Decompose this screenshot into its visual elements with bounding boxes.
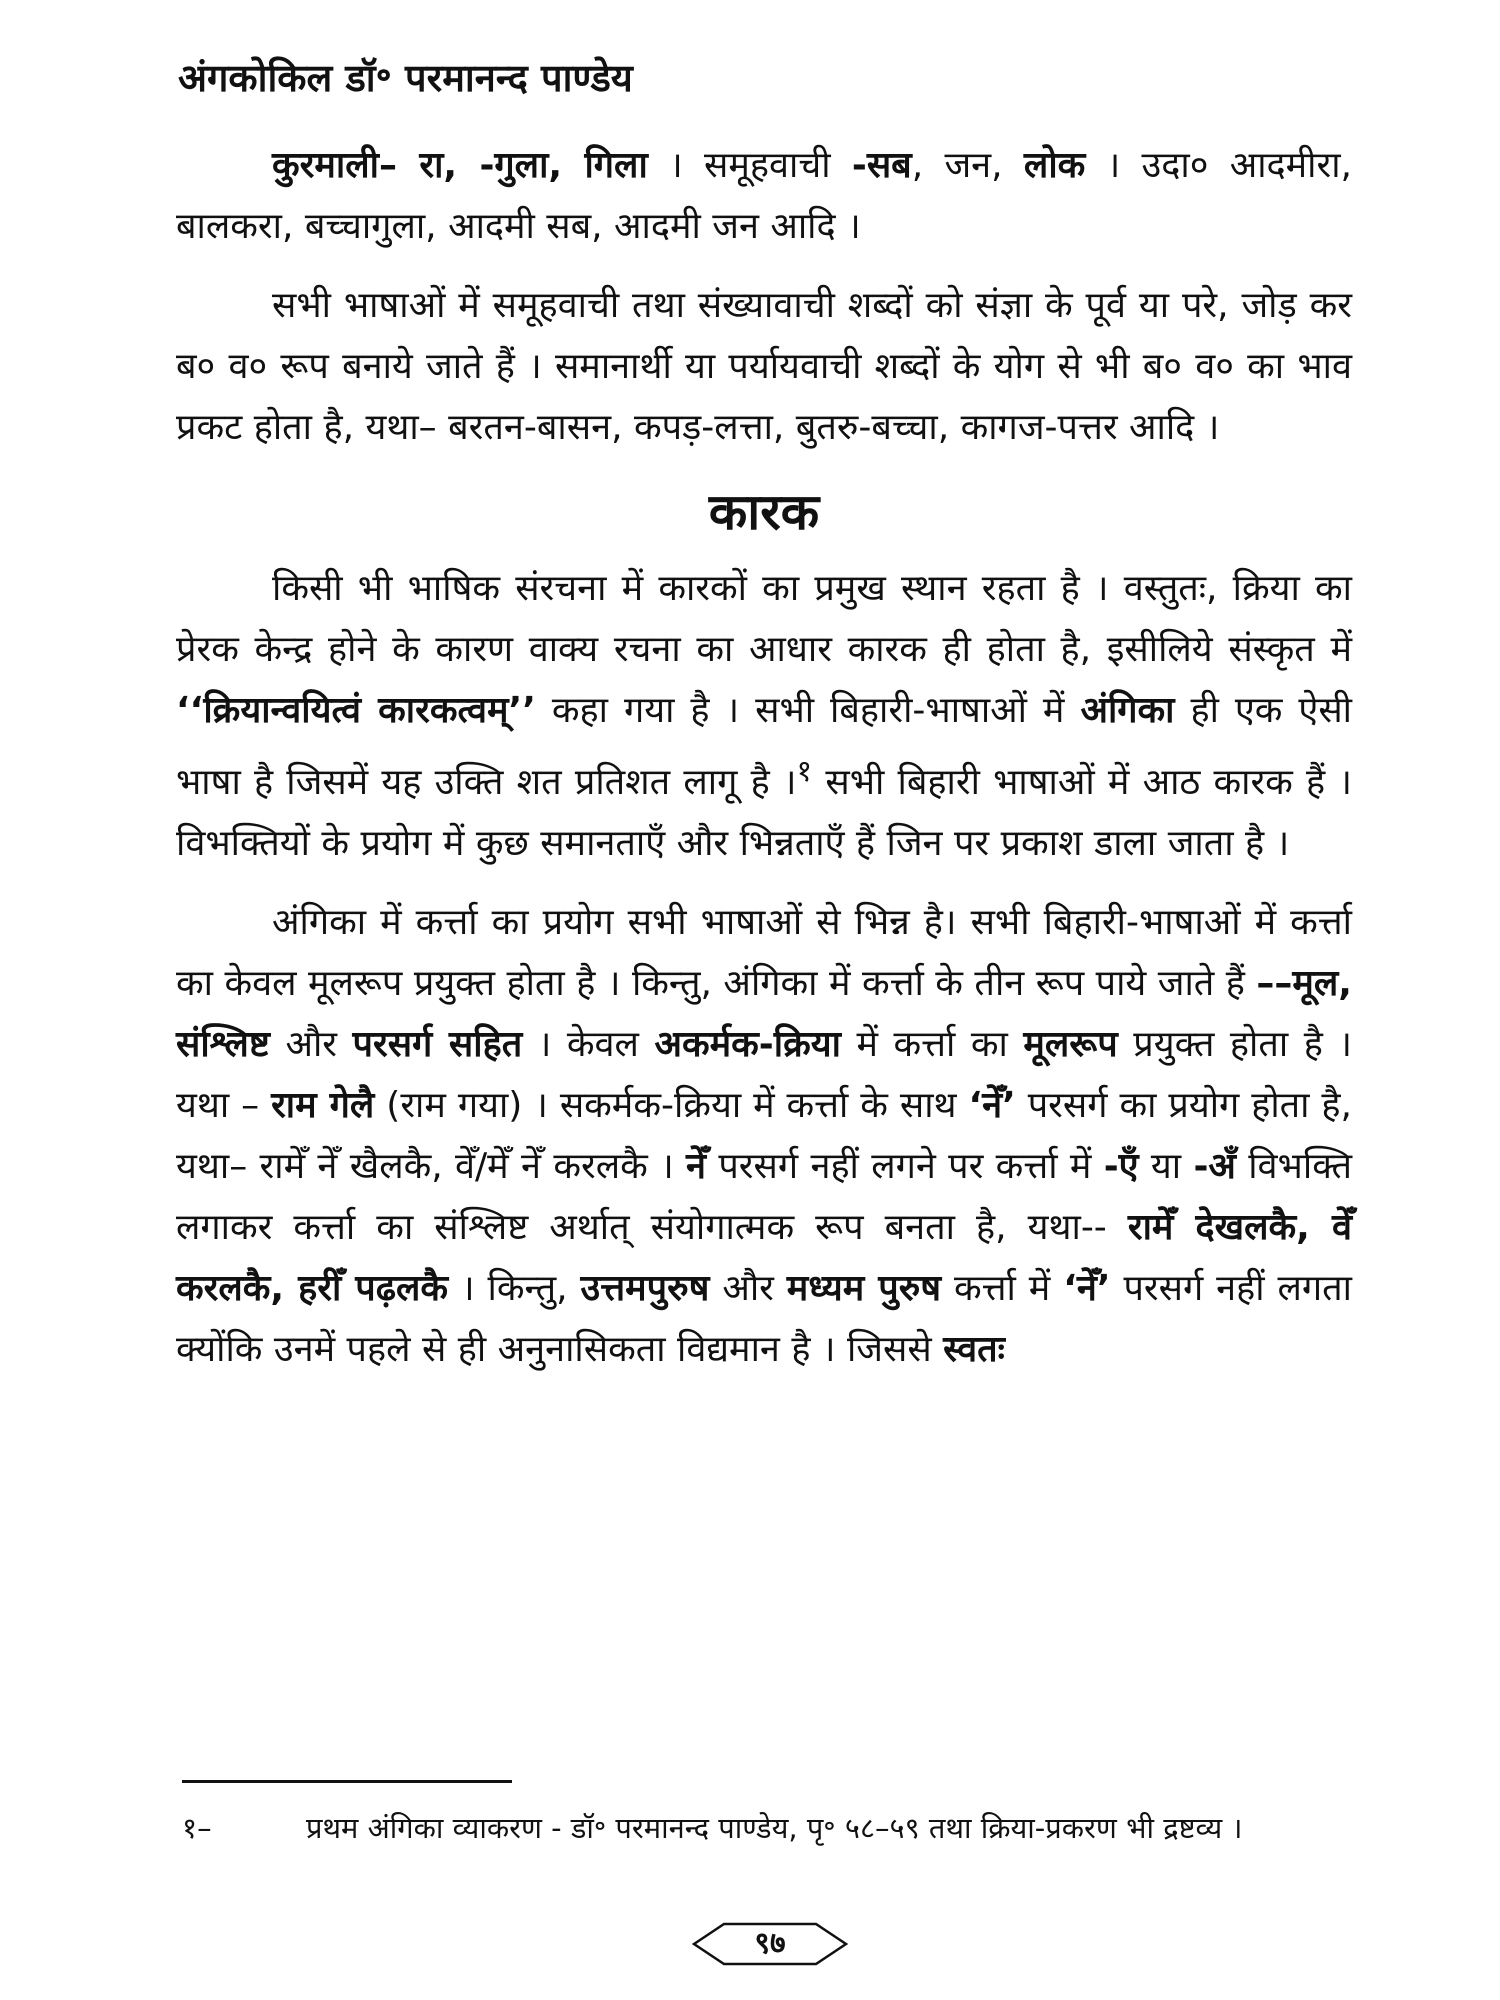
page-body [176, 135, 1352, 1380]
footnote-ref[interactable]: १ [796, 754, 813, 789]
page-number [690, 1918, 850, 1970]
running-head: अंगकोकिल डॉ॰ परमानन्द पाण्डेय [178, 56, 633, 100]
paragraph-kurmali: कुरमाली– रा, -गुला, गिला । समूहवाची -सब, जन, लोक । उदा० आदमीरा, बालकरा, बच्चागुला, आदमी सब, आदमी जन आदि । [176, 145, 1352, 247]
paragraph-karak-intro: किसी भी भाषिक संरचना में कारकों का प्रमुख स्थान रहता है । वस्तुतः, क्रिया का प्रेरक केन्द्र होने के कारण वाक्य रचना का आधार कारक ही होता है, इसीलिये संस्कृत में ‘‘क्रियान्वयित्वं कारकत्वम्’’ कहा गया है । सभी बिहारी-भाषाओं में अंगिका ही एक ऐसी भाषा है जिसमें यह उक्ति शत प्रतिशत लागू है ।$^१$ सभी बिहारी भाषाओं में आठ कारक हैं । विभक्तियों के प्रयोग में कुछ समानताएँ और भिन्नताएँ हैं जिन पर प्रकाश डाला जाता है । [176, 568, 1352, 864]
footnote-divider [182, 1780, 512, 1783]
footnote [182, 1800, 1352, 1856]
paragraph-plural-forms: सभी भाषाओं में समूहवाची तथा संख्यावाची शब्दों को संज्ञा के पूर्व या परे, जोड़ कर ब० व० रूप बनाये जाते हैं । समानार्थी या पर्यायवाची शब्दों के योग से भी ब० व० का भाव प्रकट होता है, यथा– बरतन-बासन, कपड़-लत्ता, बुतरु-बच्चा, कागज-पत्तर आदि । [176, 285, 1352, 448]
footnote-number: १– [182, 1811, 212, 1845]
section-heading: कारक [708, 483, 820, 541]
footnote-text: प्रथम अंगिका व्याकरण - डॉ॰ परमानन्द पाण्डेय, पृ॰ ५८–५९ तथा क्रिया-प्रकरण भी द्रष्टव्य । [306, 1811, 1243, 1845]
paragraph-karta: अंगिका में कर्त्ता का प्रयोग सभी भाषाओं से भिन्न है। सभी बिहारी-भाषाओं में कर्त्ता का केवल मूलरूप प्रयुक्त होता है । किन्तु, अंगिका में कर्त्ता के तीन रूप पाये जाते हैं ––मूल, संश्लिष्ट और परसर्ग सहित । केवल अकर्मक-क्रिया में कर्त्ता का मूलरूप प्रयुक्त होता है । यथा – राम गेलै (राम गया) । सकर्मक-क्रिया में कर्त्ता के साथ ‘नेँ’ परसर्ग का प्रयोग होता है, यथा– रामेँ नेँ खैलकै, वेँ/मेँ नेँ करलकै । नेँ परसर्ग नहीं लगने पर कर्त्ता में -एँ या -अँ विभक्ति लगाकर कर्त्ता का संश्लिष्ट अर्थात् संयोगात्मक रूप बनता है, यथा-- रामेँ देखलकै, वेँ करलकै, हरीँ पढ़लकै । किन्तु, उत्तमपुरुष और मध्यम पुरुष कर्त्ता में ‘नेँ’ परसर्ग नहीं लगता क्योंकि उनमें पहले से ही अनुनासिकता विद्यमान है । जिससे स्वतः [176, 902, 1353, 1370]
page-number-text: ९७ [754, 1926, 786, 1961]
